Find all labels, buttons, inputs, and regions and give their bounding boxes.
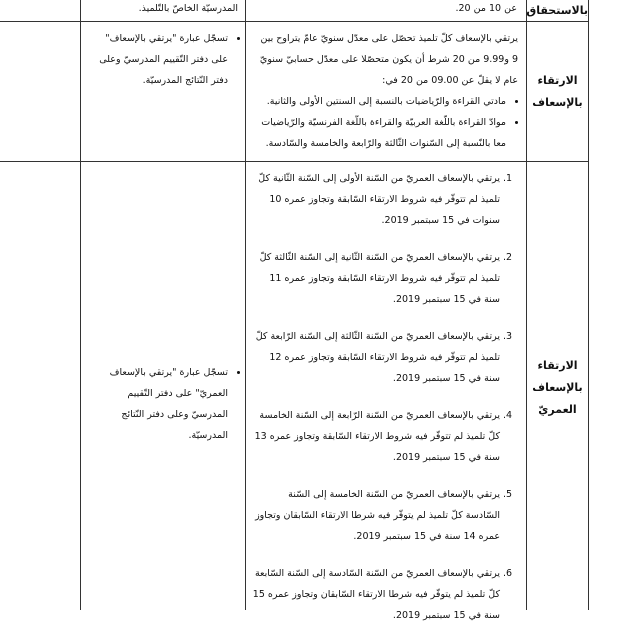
note-bullet: • تسجّل عبارة "يرتقي بالإسعاف العمريّ" على دفتر التّقييم المدرسيّ وعلى دفتر النّتائج المدرسيّة. <box>88 362 228 446</box>
note-cell <box>88 362 240 446</box>
note-bullet: • تسجّل عبارة "يرتقي بالإسعاف" على دفتر التّقييم المدرسيّ وعلى دفتر النّتائج المدرسيّة. <box>88 28 228 91</box>
border-left <box>80 0 81 610</box>
row-line-1 <box>0 21 588 22</box>
row-header: الارتقاء بالإسعاف العمريّ <box>532 359 583 416</box>
criteria-item: 2. يرتقي بالإسعاف العمريّ من السّنة الثّانية إلى السّنة الثّالثة كلّ تلميذ لم تتوفّر فيه شروط الارتقاء السّابقة وتجاوز عمره 11 سنة في 15 سبتمبر 2019. <box>252 247 500 310</box>
note-text: المدرسيّة الخاصّ بالتّلميذ. <box>138 3 238 14</box>
criteria-cell <box>252 168 518 642</box>
row-header: بالاستحقاق <box>526 4 588 17</box>
criteria-item: 3. يرتقي بالإسعاف العمريّ من السّنة الثّالثة إلى السّنة الرّابعة كلّ تلميذ لم تتوفّر فيه شروط الارتقاء السّابقة وتجاوز عمره 12 سنة في 15 سبتمبر 2019. <box>252 326 500 389</box>
criteria-item: 6. يرتقي بالإسعاف العمريّ من السّنة السّادسة إلى السّنة السّابعة كلّ تلميذ لم يتوفّر فيه شرطا الارتقاء السّابقان وتجاوز عمره 15 سنة في 15 سبتمبر 2019. <box>252 563 500 626</box>
note-cell <box>88 28 240 91</box>
row-header: الارتقاء بالإسعاف <box>532 74 583 109</box>
criteria-bullet: • مادتي القراءة والرّياضيات بالنسبة إلى السنتين الأولى والثانية. <box>252 91 506 112</box>
criteria-text: عن 10 من 20. <box>455 3 517 14</box>
criteria-item: 5. يرتقي بالإسعاف العمريّ من السّنة الخامسة إلى السّنة السّادسة كلّ تلميذ لم يتوفّر فيه شرطا الارتقاء السّابقان وتجاوز عمره 14 سنة في 15 سبتمبر 2019. <box>252 484 500 547</box>
criteria-cell <box>252 28 518 154</box>
criteria-intro: يرتقي بالإسعاف كلّ تلميذ تحصّل على معدّل سنويّ عامّ يتراوح بين 9 و9.99 من 20 شرط أن يكون متحصّلا على معدّل حسابيّ سنويّ عام لا يقلّ عن 09.00 من 20 في: <box>259 33 518 86</box>
criteria-item: 1. يرتقي بالإسعاف العمريّ من السّنة الأولى إلى السّنة الثّانية كلّ تلميذ لم تتوفّر فيه شروط الارتقاء السّابقة وتجاوز عمره 10 سنوات في 15 سبتمبر 2019. <box>252 168 500 231</box>
divider-left <box>245 0 246 610</box>
criteria-bullet: • موادّ القراءة باللّغة العربيّة والقراءة باللّغة الفرنسيّة والرّياضيات معا بالنّسبة إلى السّنوات الثّالثة والرّابعة والخامسة والسّادسة. <box>252 112 506 154</box>
row-line-2 <box>0 161 588 162</box>
criteria-item: 4. يرتقي بالإسعاف العمريّ من السّنة الرّابعة إلى السّنة الخامسة كلّ تلميذ لم تتوفّر فيه شروط الارتقاء السّابقة وتجاوز عمره 13 سنة في 15 سبتمبر 2019. <box>252 405 500 468</box>
border-right <box>588 0 589 610</box>
